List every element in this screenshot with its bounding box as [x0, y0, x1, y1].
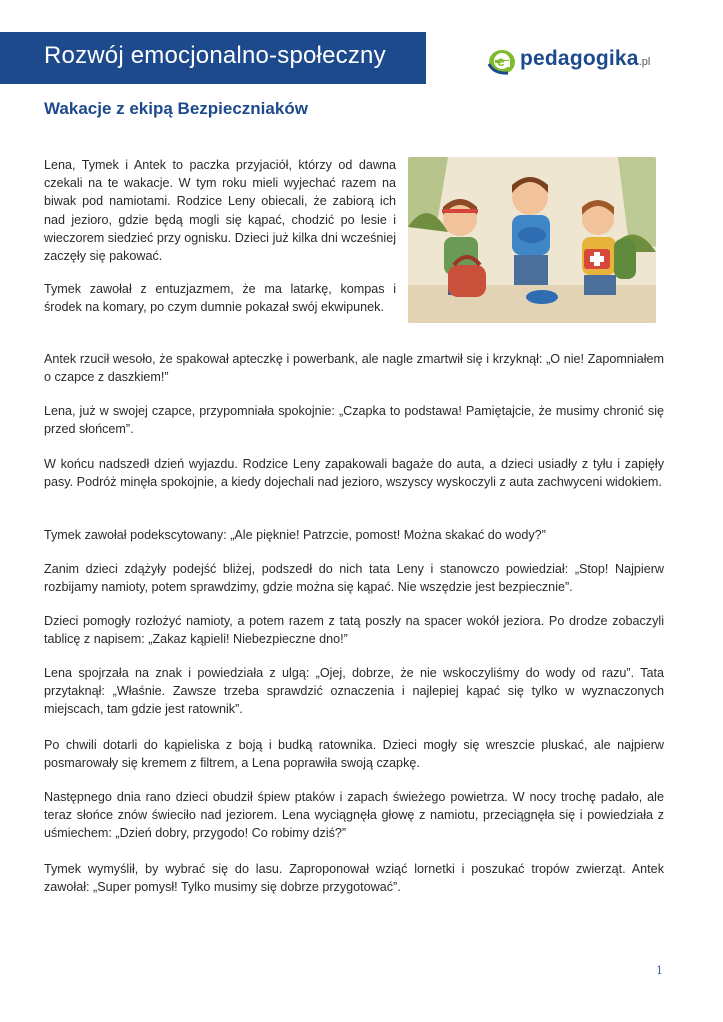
logo-text: pedagogika [520, 47, 639, 70]
paragraph: Dzieci pomogły rozłożyć namioty, a potem razem z tatą poszły na spacer wokół jeziora. Po drodze zobaczyli tablicę z napisem: „Zakaz kąpieli! Niebezpieczne dno!” [44, 614, 664, 647]
paragraph: Tymek zawołał z entuzjazmem, że ma latarkę, kompas i środek na komary, po czym dumnie pokazał swój ekwipunek. [44, 282, 396, 315]
paragraph: Lena, Tymek i Antek to paczka przyjaciół, którzy od dawna czekali na te wakacje. W tym roku mieli wyjechać razem na biwak pod namiotami. Rodzice Leny obiecali, że zabiorą ich nad jezioro, gdzie będą mogli się kąpać, chodzić po lesie i wieczorem siedzieć przy ognisku. Dzieci już kilka dni wcześniej zaczęły się pakować. [44, 158, 396, 264]
paragraph: Zanim dzieci zdążyły podejść bliżej, podszedł do nich tata Leny i stanowczo powiedział: „Stop! Najpierw rozbijamy namioty, potem sprawdzimy, gdzie można się kąpać. Nie wszędzie jest bezpiecznie”. [44, 562, 664, 595]
paragraph: Tymek zawołał podekscytowany: „Ale pięknie! Patrzcie, pomost! Można skakać do wody?” [44, 528, 546, 542]
page-number: 1 [656, 964, 663, 977]
logo-letter: e [497, 53, 505, 69]
paragraph: Po chwili dotarli do kąpieliska z boją i budką ratownika. Dzieci mogły się wreszcie pluskać, ale najpierw posmarowały się kremem z filtrem, a Lena poprawiła swoją czapkę. [44, 738, 664, 771]
page-title: Wakacje z ekipą Bezpieczniaków [44, 99, 308, 118]
story-illustration [408, 157, 656, 323]
paragraph: Lena spojrzała na znak i powiedziała z ulgą: „Ojej, dobrze, że nie wskoczyliśmy do wody od razu”. Tata przytaknął: „Właśnie. Zawsze trzeba sprawdzić oznaczenia i najlepiej kąpać się tylko w wyznaczonych miejscach, tam gdzie jest ratownik”. [44, 666, 664, 717]
logo-e-icon [486, 40, 522, 80]
paragraph: Następnego dnia rano dzieci obudził śpiew ptaków i zapach świeżego powietrza. W nocy trochę padało, ale teraz słońce znów świeciło nad jeziorem. Lena wyciągnęła głowę z namiotu, przeciągnęła się i powiedziała z uśmiechem: „Dzień dobry, przygodo! Co robimy dziś?” [44, 790, 664, 841]
logo-suffix: .pl [638, 56, 651, 68]
section-header-bar [0, 32, 426, 84]
logo-wordmark [520, 47, 650, 71]
epedagogika-logo[interactable] [486, 40, 686, 84]
paragraph: Lena, już w swojej czapce, przypomniała spokojnie: „Czapka to podstawa! Pamiętajcie, że musimy chronić się przed słońcem”. [44, 404, 664, 437]
section-title: Rozwój emocjonalno-społeczny [44, 42, 386, 69]
paragraph: Antek rzucił wesoło, że spakował apteczkę i powerbank, ale nagle zmartwił się i krzyknął: „O nie! Zapomniałem o czapce z daszkiem!” [44, 352, 664, 385]
paragraph: W końcu nadszedł dzień wyjazdu. Rodzice Leny zapakowali bagaże do auta, a dzieci usiadły z tyłu i zapięły pasy. Podróż minęła spokojnie, a kiedy dojechali nad jezioro, wszyscy wyskoczyli z auta zachwyceni widokiem. [44, 457, 664, 490]
paragraph: Tymek wymyślił, by wybrać się do lasu. Zaproponował wziąć lornetki i poszukać tropów zwierząt. Antek zawołał: „Super pomysł! Tylko musimy się dobrze przygotować”. [44, 862, 664, 895]
first-aid-kit [584, 249, 610, 269]
